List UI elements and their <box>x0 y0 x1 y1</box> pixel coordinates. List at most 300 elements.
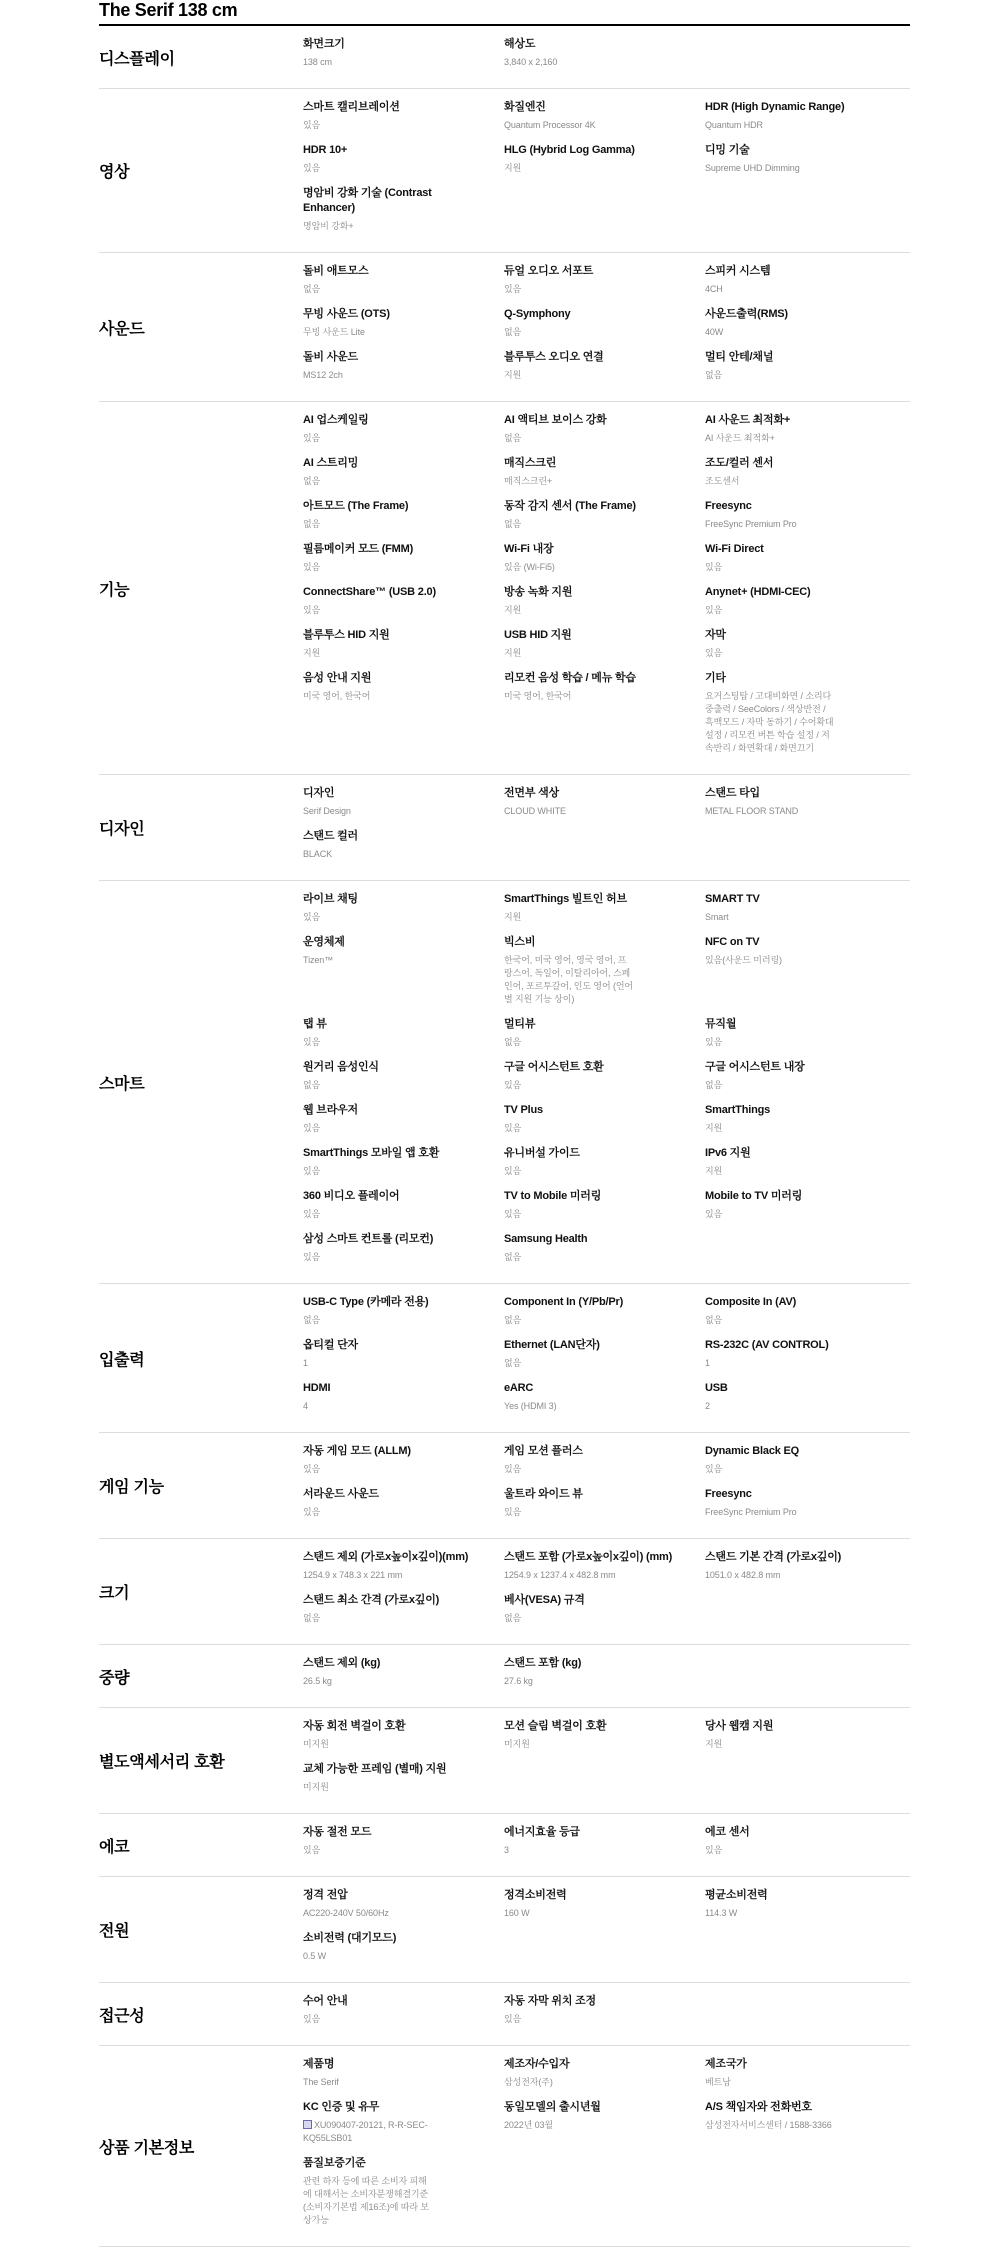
spec-value: 무빙 사운드 Lite <box>303 327 365 337</box>
spec-value: 없음 <box>504 1037 522 1047</box>
spec-item <box>504 1060 705 1103</box>
spec-value: 없음 <box>303 476 321 486</box>
spec-name: 블루투스 오디오 연결 <box>504 351 604 363</box>
spec-item <box>303 1232 504 1275</box>
spec-name: KC 인증 및 유무 <box>303 2101 380 2113</box>
spec-list <box>303 26 910 88</box>
spec-name: 필름메이커 모드 (FMM) <box>303 543 414 555</box>
spec-list <box>303 1433 910 1538</box>
spec-name: 스탠드 제외 (kg) <box>303 1657 381 1669</box>
section-title: 게임 기능 <box>99 1479 164 1496</box>
spec-value: 미지원 <box>303 1782 329 1792</box>
kc-mark-icon <box>303 2120 312 2129</box>
spec-item <box>504 413 705 456</box>
spec-item <box>303 499 504 542</box>
spec-name: Anynet+ (HDMI-CEC) <box>705 586 811 598</box>
spec-value: 있음 <box>303 1464 321 1474</box>
spec-value: 삼성전자(주) <box>504 2077 553 2087</box>
spec-value: 있음 <box>303 1507 321 1517</box>
spec-item <box>504 1189 705 1232</box>
spec-name: 아트모드 (The Frame) <box>303 500 409 512</box>
section-title: 에코 <box>99 1838 130 1856</box>
spec-item <box>303 585 504 628</box>
spec-name: 매직스크린 <box>504 457 557 469</box>
spec-name: 에너지효율 등급 <box>504 1826 580 1838</box>
spec-list <box>303 253 910 401</box>
spec-section <box>99 1877 910 1983</box>
spec-item <box>504 1146 705 1189</box>
spec-item <box>303 1295 504 1338</box>
section-title: 별도액세서리 호환 <box>99 1754 225 1771</box>
spec-value: Yes (HDMI 3) <box>504 1401 557 1411</box>
spec-list <box>303 402 910 774</box>
spec-value: 없음 <box>303 284 321 294</box>
spec-name: 제조국가 <box>705 2058 747 2070</box>
spec-name: 품질보증기준 <box>303 2157 366 2169</box>
spec-name: 정격소비전력 <box>504 1889 567 1901</box>
spec-item <box>504 786 705 829</box>
spec-value: 지원 <box>504 370 522 380</box>
spec-value: 지원 <box>303 648 321 658</box>
spec-item <box>303 1888 504 1931</box>
spec-item <box>705 1295 906 1338</box>
spec-name: 전면부 색상 <box>504 787 559 799</box>
spec-item <box>504 100 705 143</box>
spec-item <box>705 786 906 829</box>
spec-section <box>99 26 910 89</box>
spec-name: IPv6 지원 <box>705 1147 751 1159</box>
spec-item <box>504 671 705 766</box>
spec-value: 있음 <box>303 1037 321 1047</box>
spec-section <box>99 881 910 1284</box>
spec-item <box>705 1825 906 1868</box>
spec-value: 미지원 <box>504 1739 530 1749</box>
spec-name: TV to Mobile 미러링 <box>504 1190 602 1202</box>
spec-value: 지원 <box>504 163 522 173</box>
spec-name: 자막 <box>705 629 726 641</box>
spec-name: HDR 10+ <box>303 144 348 156</box>
spec-name: 스탠드 포함 (kg) <box>504 1657 582 1669</box>
spec-item <box>705 456 906 499</box>
spec-name: 화질엔진 <box>504 101 546 113</box>
spec-value: 2022년 03월 <box>504 2120 554 2130</box>
spec-name: 멀티 안테/채널 <box>705 351 774 363</box>
spec-value: CLOUD WHITE <box>504 806 566 816</box>
spec-value: 있음 <box>504 1507 522 1517</box>
spec-item <box>705 1888 906 1931</box>
spec-name: Freesync <box>705 1488 752 1500</box>
spec-item <box>303 264 504 307</box>
spec-item <box>504 1550 705 1593</box>
spec-value: 있음 <box>705 562 723 572</box>
spec-item <box>504 1232 705 1275</box>
spec-value: 없음 <box>504 433 522 443</box>
section-title: 사운드 <box>99 320 145 338</box>
spec-name: 운영체제 <box>303 936 345 948</box>
spec-name: 유니버설 가이드 <box>504 1147 580 1159</box>
spec-value: 지원 <box>705 1166 723 1176</box>
spec-name: 웹 브라우저 <box>303 1104 358 1116</box>
spec-value: 미국 영어, 한국어 <box>504 691 572 701</box>
spec-list <box>303 775 910 880</box>
spec-item <box>303 786 504 829</box>
spec-item <box>504 1338 705 1381</box>
spec-item <box>705 1017 906 1060</box>
spec-item <box>705 1381 906 1424</box>
spec-name: SmartThings 빌트인 허브 <box>504 893 627 905</box>
section-title: 중량 <box>99 1669 130 1687</box>
spec-name: 구글 어시스턴트 호환 <box>504 1061 604 1073</box>
spec-name: 당사 웹캠 지원 <box>705 1720 774 1732</box>
spec-name: 스탠드 타입 <box>705 787 760 799</box>
spec-value: 명암비 강화+ <box>303 221 354 231</box>
spec-item <box>303 143 504 186</box>
spec-name: 스탠드 제외 (가로x높이x깊이)(mm) <box>303 1551 469 1563</box>
spec-value: Serif Design <box>303 806 351 816</box>
spec-item <box>303 935 504 1017</box>
spec-name: 옵티컬 단자 <box>303 1339 358 1351</box>
spec-name: HDR (High Dynamic Range) <box>705 101 845 113</box>
spec-value: Tizen™ <box>303 955 334 965</box>
spec-value: 160 W <box>504 1908 530 1918</box>
spec-item <box>303 1338 504 1381</box>
spec-item <box>303 1146 504 1189</box>
spec-name: 서라운드 사운드 <box>303 1488 379 1500</box>
page-title: The Serif 138 cm <box>99 0 910 26</box>
spec-name: Freesync <box>705 500 752 512</box>
spec-item <box>303 628 504 671</box>
spec-item <box>504 37 705 80</box>
spec-value: 있음 <box>504 1166 522 1176</box>
spec-value: 있음 (Wi-Fi5) <box>504 562 555 572</box>
spec-name: 듀얼 오디오 서포트 <box>504 265 594 277</box>
spec-item <box>705 350 906 393</box>
spec-item <box>504 1444 705 1487</box>
spec-value: 없음 <box>504 1315 522 1325</box>
spec-value: AI 사운드 최적화+ <box>705 433 775 443</box>
spec-item <box>705 499 906 542</box>
spec-name: 정격 전압 <box>303 1889 348 1901</box>
spec-section <box>99 1645 910 1708</box>
spec-name: 라이브 채팅 <box>303 893 358 905</box>
spec-value: 있음 <box>705 1037 723 1047</box>
spec-name: 멀티뷰 <box>504 1018 536 1030</box>
spec-name: 자동 게임 모드 (ALLM) <box>303 1445 411 1457</box>
spec-name: TV Plus <box>504 1104 543 1116</box>
spec-value: Quantum Processor 4K <box>504 120 596 130</box>
spec-name: 탭 뷰 <box>303 1018 327 1030</box>
spec-item <box>303 186 504 244</box>
spec-item <box>504 1825 705 1868</box>
spec-name: Mobile to TV 미러링 <box>705 1190 803 1202</box>
spec-value: 있음 <box>504 1209 522 1219</box>
spec-item <box>303 1444 504 1487</box>
spec-item <box>504 585 705 628</box>
spec-value: 있음 <box>504 1464 522 1474</box>
spec-value: 있음 <box>705 1464 723 1474</box>
spec-page <box>99 0 910 2247</box>
spec-value: 있음 <box>303 163 321 173</box>
spec-value: 1254.9 x 748.3 x 221 mm <box>303 1570 403 1580</box>
spec-name: 디자인 <box>303 787 335 799</box>
spec-value: Smart <box>705 912 729 922</box>
spec-value: 1 <box>705 1358 710 1368</box>
spec-value: 요거스팅탑 / 고대비화면 / 소리다중출력 / SeeColors / 색상반전 / 흑백모드 / 자막 동하기 / 수어확대 설정 / 리모컨 버튼 학습 설정 / 저속반리 / 화면확대 / 화면끄기 <box>705 691 834 753</box>
spec-value: 한국어, 미국 영어, 영국 영어, 프랑스어, 독일어, 이탈리아어, 스페인어, 포르투갈어, 인도 영어 (언어별 지원 기능 상이) <box>504 955 634 1004</box>
spec-value: 27.6 kg <box>504 1676 533 1686</box>
spec-item <box>705 628 906 671</box>
spec-item <box>705 1060 906 1103</box>
spec-item <box>303 1931 504 1974</box>
spec-item <box>303 1656 504 1699</box>
spec-name: 자동 절전 모드 <box>303 1826 372 1838</box>
spec-value: 있음 <box>303 1123 321 1133</box>
spec-item <box>303 1719 504 1762</box>
spec-name: 사운드출력(RMS) <box>705 308 788 320</box>
spec-value: 있음 <box>705 1845 723 1855</box>
spec-name: 리모컨 음성 학습 / 메뉴 학습 <box>504 672 636 684</box>
spec-item <box>504 1487 705 1530</box>
spec-name: AI 액티브 보이스 강화 <box>504 414 607 426</box>
spec-value: 없음 <box>504 1613 522 1623</box>
spec-value: 1254.9 x 1237.4 x 482.8 mm <box>504 1570 616 1580</box>
spec-name: 스피커 시스템 <box>705 265 771 277</box>
spec-item <box>303 1103 504 1146</box>
spec-value: 있음 <box>303 433 321 443</box>
spec-item <box>705 143 906 186</box>
spec-name: HDMI <box>303 1382 331 1394</box>
spec-value: 3,840 x 2,160 <box>504 57 558 67</box>
spec-name: 디밍 기술 <box>705 144 750 156</box>
spec-list <box>303 1814 910 1876</box>
section-title: 크기 <box>99 1585 130 1602</box>
spec-item <box>504 1381 705 1424</box>
spec-list <box>303 2046 910 2246</box>
spec-name: Ethernet (LAN단자) <box>504 1339 600 1351</box>
spec-value: 없음 <box>504 327 522 337</box>
spec-item <box>504 1656 705 1699</box>
spec-name: 베사(VESA) 규격 <box>504 1594 585 1606</box>
spec-item <box>705 1338 906 1381</box>
spec-item <box>303 456 504 499</box>
spec-name: 스마트 캘리브레이션 <box>303 101 400 113</box>
spec-item <box>504 1888 705 1931</box>
spec-name: 게임 모션 플러스 <box>504 1445 583 1457</box>
spec-list <box>303 1645 910 1707</box>
spec-value: 3 <box>504 1845 509 1855</box>
spec-value: 있음 <box>705 648 723 658</box>
spec-item <box>303 2100 504 2156</box>
spec-item <box>303 1994 504 2037</box>
spec-name: 해상도 <box>504 38 536 50</box>
spec-name: Samsung Health <box>504 1233 588 1245</box>
spec-item <box>504 1103 705 1146</box>
spec-value: 있음 <box>705 1209 723 1219</box>
spec-value: FreeSync Premium Pro <box>705 519 797 529</box>
spec-value: 없음 <box>504 519 522 529</box>
spec-name: 울트라 와이드 뷰 <box>504 1488 583 1500</box>
spec-item <box>303 1762 504 1805</box>
spec-value: 없음 <box>303 1315 321 1325</box>
spec-value: 0.5 W <box>303 1951 327 1961</box>
spec-item <box>705 585 906 628</box>
spec-item <box>504 2057 705 2100</box>
spec-item <box>504 935 705 1017</box>
spec-name: USB-C Type (카메라 전용) <box>303 1296 429 1308</box>
spec-value: 4 <box>303 1401 308 1411</box>
spec-value <box>303 2119 433 2145</box>
spec-item <box>705 307 906 350</box>
spec-name: 평균소비전력 <box>705 1889 768 1901</box>
spec-value: 지원 <box>504 648 522 658</box>
spec-item <box>504 143 705 186</box>
spec-name: 빅스비 <box>504 936 536 948</box>
spec-sections <box>99 26 910 2247</box>
spec-item <box>303 1381 504 1424</box>
spec-name: Wi-Fi 내장 <box>504 543 554 555</box>
spec-list <box>303 1877 910 1982</box>
spec-section <box>99 1539 910 1645</box>
spec-item <box>705 1444 906 1487</box>
spec-name: 블루투스 HID 지원 <box>303 629 390 641</box>
spec-name: AI 사운드 최적화+ <box>705 414 791 426</box>
spec-name: Q-Symphony <box>504 308 571 320</box>
spec-name: 삼성 스마트 컨트롤 (리모컨) <box>303 1233 434 1245</box>
spec-value: 없음 <box>504 1252 522 1262</box>
spec-name: 360 비디오 플레이어 <box>303 1190 400 1202</box>
spec-item <box>504 499 705 542</box>
spec-list <box>303 1284 910 1432</box>
spec-item <box>705 1487 906 1530</box>
spec-item <box>705 1719 906 1762</box>
spec-item <box>303 1550 504 1593</box>
section-title: 접근성 <box>99 2007 145 2025</box>
spec-name: 명암비 강화 기술 (Contrast Enhancer) <box>303 187 432 214</box>
spec-name: 모션 슬림 벽걸이 호환 <box>504 1720 607 1732</box>
spec-section <box>99 1284 910 1433</box>
spec-item <box>303 2057 504 2100</box>
spec-value: 114.3 W <box>705 1908 738 1918</box>
spec-name: 음성 안내 지원 <box>303 672 372 684</box>
spec-item <box>504 1593 705 1636</box>
spec-item <box>303 413 504 456</box>
spec-name: 동작 감지 센서 (The Frame) <box>504 500 636 512</box>
spec-item <box>504 307 705 350</box>
spec-name: Dynamic Black EQ <box>705 1445 800 1457</box>
spec-name: NFC on TV <box>705 936 760 948</box>
section-title: 디자인 <box>99 821 145 838</box>
spec-value: 지원 <box>504 912 522 922</box>
spec-item <box>705 935 906 1017</box>
spec-value: 있음 <box>705 605 723 615</box>
spec-item <box>705 1189 906 1232</box>
spec-section <box>99 1983 910 2046</box>
spec-item <box>705 1103 906 1146</box>
spec-value: 1 <box>303 1358 308 1368</box>
spec-item <box>504 350 705 393</box>
spec-item <box>504 1017 705 1060</box>
spec-item <box>504 264 705 307</box>
kc-value-text: XU090407-20121, R-R-SEC-KQ55LSB01 <box>303 2120 428 2143</box>
spec-name: AI 스트리밍 <box>303 457 359 469</box>
spec-name: Component In (Y/Pb/Pr) <box>504 1296 624 1308</box>
spec-name: 돌비 애트모스 <box>303 265 369 277</box>
spec-item <box>303 671 504 766</box>
spec-value: 없음 <box>705 370 723 380</box>
spec-item <box>504 542 705 585</box>
spec-value: 없음 <box>303 519 321 529</box>
spec-value: 미국 영어, 한국어 <box>303 691 371 701</box>
spec-name: 제품명 <box>303 2058 335 2070</box>
spec-value: 베트남 <box>705 2077 731 2087</box>
spec-value: 있음 <box>504 1080 522 1090</box>
spec-value: 있음 <box>303 562 321 572</box>
section-title: 입출력 <box>99 1351 145 1369</box>
spec-name: 자동 회전 벽걸이 호환 <box>303 1720 406 1732</box>
spec-item <box>303 100 504 143</box>
section-title: 영상 <box>99 164 130 181</box>
spec-value: 없음 <box>705 1080 723 1090</box>
spec-section <box>99 253 910 402</box>
spec-item <box>504 1994 705 2037</box>
spec-name: 자동 자막 위치 조정 <box>504 1995 596 2007</box>
spec-list <box>303 1983 910 2045</box>
spec-item <box>303 2156 504 2238</box>
spec-item <box>705 671 906 766</box>
section-title: 상품 기본정보 <box>99 2139 195 2157</box>
spec-name: 구글 어시스턴트 내장 <box>705 1061 805 1073</box>
spec-name: SmartThings 모바일 앱 호환 <box>303 1147 440 1159</box>
spec-value: 40W <box>705 327 724 337</box>
spec-item <box>303 350 504 393</box>
spec-list <box>303 881 910 1283</box>
spec-name: HLG (Hybrid Log Gamma) <box>504 144 635 156</box>
spec-name: Composite In (AV) <box>705 1296 797 1308</box>
spec-value: 있음 <box>303 1252 321 1262</box>
spec-value: The Serif <box>303 2077 339 2087</box>
spec-value: 138 cm <box>303 57 332 67</box>
spec-value: 있음 <box>303 120 321 130</box>
spec-item <box>504 1719 705 1762</box>
spec-section <box>99 1433 910 1539</box>
spec-value: 있음 <box>303 1166 321 1176</box>
spec-name: 수어 안내 <box>303 1995 348 2007</box>
spec-value: 있음 <box>303 2014 321 2024</box>
spec-item <box>303 37 504 80</box>
spec-name: RS-232C (AV CONTROL) <box>705 1339 829 1351</box>
spec-name: 에코 센서 <box>705 1826 750 1838</box>
spec-name: AI 업스케일링 <box>303 414 369 426</box>
spec-name: 스탠드 최소 간격 (가로x깊이) <box>303 1594 440 1606</box>
spec-item <box>303 307 504 350</box>
spec-name: 동일모델의 출시년월 <box>504 2101 601 2113</box>
spec-item <box>705 1146 906 1189</box>
spec-item <box>303 1017 504 1060</box>
spec-value: 있음 <box>504 2014 522 2024</box>
spec-name: A/S 책임자와 전화번호 <box>705 2101 812 2113</box>
spec-name: SMART TV <box>705 893 760 905</box>
spec-name: 원거리 음성인식 <box>303 1061 379 1073</box>
spec-name: 소비전력 (대기모드) <box>303 1932 397 1944</box>
spec-value: 2 <box>705 1401 710 1411</box>
spec-name: USB HID 지원 <box>504 629 572 641</box>
spec-list <box>303 89 910 252</box>
spec-name: 돌비 사운드 <box>303 351 358 363</box>
spec-name: 스탠드 포함 (가로x높이x깊이) (mm) <box>504 1551 673 1563</box>
spec-value: 있음 <box>504 284 522 294</box>
spec-value: 지원 <box>705 1123 723 1133</box>
spec-section <box>99 402 910 775</box>
